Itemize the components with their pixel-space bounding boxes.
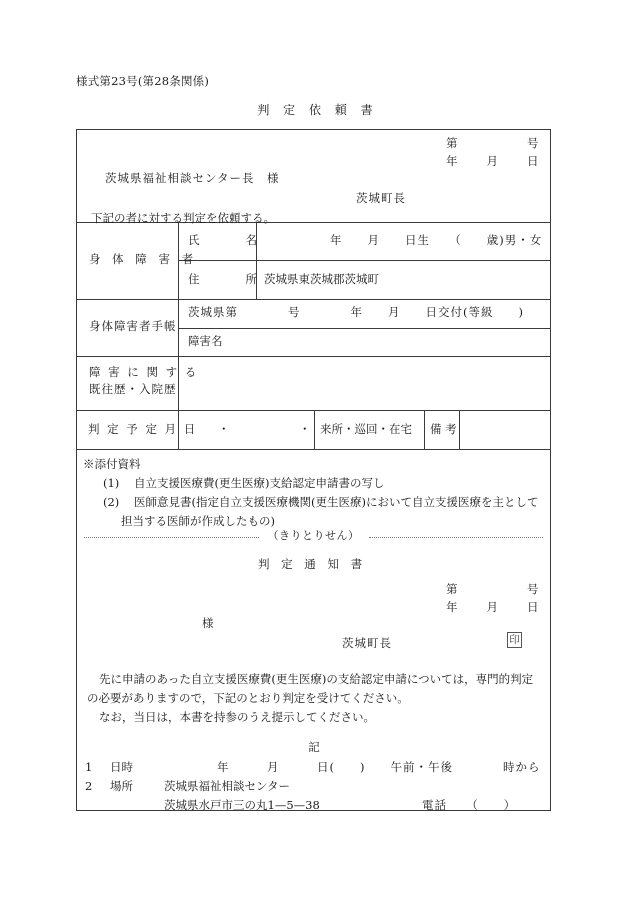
history-label-line2: 既往歴・入院歴 <box>89 382 177 396</box>
seal-stamp-box: 印 <box>507 632 522 648</box>
schedule-label: 判 定 予 定 月 日 <box>88 422 198 436</box>
cut-line-dash-right <box>369 537 544 538</box>
ki-mark <box>77 740 551 754</box>
notice-body-line2: の必要がありますので，下記のとおり判定を受けてください。 <box>87 691 409 705</box>
item2-label: 場所 <box>110 779 133 793</box>
request-date-label: 年 月 日 <box>446 154 541 168</box>
form-frame <box>76 129 551 811</box>
rule-row-handbook-mid <box>178 328 551 329</box>
cut-line-dash-left <box>84 537 259 538</box>
request-number-label: 第 号 <box>446 136 541 150</box>
request-statement: 下記の者に対する判定を依頼する。 <box>91 211 275 225</box>
notice-title: 判 定 通 知 書 <box>258 557 367 571</box>
item2-value: 茨城県福祉相談センター <box>164 779 291 793</box>
address-label: 住 所 <box>188 272 257 286</box>
address-value: 茨城県東茨城郡茨城町 <box>264 272 379 286</box>
form-number: 様式第23号(第28条関係) <box>76 74 210 88</box>
rule-col-remarks-right <box>459 410 460 449</box>
disability-name-label: 障害名 <box>188 334 223 348</box>
rule-row-person-bottom <box>76 299 551 300</box>
item1-value: 年 月 日( ) 午前・午後 時から <box>217 760 541 774</box>
item2-number: 2 <box>85 779 93 793</box>
attachment-item-1-text: 自立支援医療費(更生医療)支給認定申請書の写し <box>134 476 385 490</box>
history-label-line1: 障 害 に 関 す る <box>89 365 199 379</box>
schedule-value: ・ ・ <box>218 422 313 436</box>
name-value: 年 月 日生 （ 歳)男・女 <box>330 233 543 247</box>
notice-issuer: 茨城町長 <box>342 636 392 650</box>
document-title: 判 定 依 頼 書 <box>257 103 378 117</box>
notice-number-label: 第 号 <box>446 582 541 596</box>
request-issuer: 茨城町長 <box>356 191 406 205</box>
rule-row-schedule-bottom <box>76 449 551 450</box>
attachments-heading: ※添付資料 <box>83 457 141 471</box>
rule-row-handbook-bottom <box>76 356 551 357</box>
attachment-item-2-text: 医師意見書(指定自立支援医療機関(更生医療)において自立支援医療を主として <box>134 495 539 509</box>
attachment-item-2-no: (2) <box>103 495 120 509</box>
person-label: 身 体 障 害 者 <box>89 252 198 266</box>
attachment-item-1-no: (1) <box>103 476 120 490</box>
visit-type-options: 来所・巡回・在宅 <box>320 422 412 436</box>
rule-col-visit-left <box>314 410 315 449</box>
handbook-label: 身体障害者手帳 <box>89 319 177 333</box>
item2-phone: 電話 （ ） <box>422 798 517 812</box>
request-addressee: 茨城県福祉相談センター長 様 <box>105 171 280 185</box>
ki-mark-label: 記 <box>308 740 320 754</box>
notice-body-line3: なお，当日は，本書を持参のうえ提示してください。 <box>99 710 375 724</box>
attachment-item-2-cont: 担当する医師が作成したもの) <box>121 514 275 528</box>
item2-address: 茨城県水戸市三の丸1—5—38 <box>164 798 320 812</box>
item1-number: 1 <box>85 760 93 774</box>
item1-label: 日時 <box>110 760 133 774</box>
notice-date-label: 年 月 日 <box>446 600 541 614</box>
notice-recipient-honorific: 様 <box>202 616 214 630</box>
name-label: 氏 名 <box>188 233 257 247</box>
notice-body-line1: 先に申請のあった自立支援医療費(更生医療)の支給認定申請については，専門的判定 <box>99 672 534 686</box>
remarks-label: 備 考 <box>430 422 457 436</box>
rule-col-remarks-left <box>424 410 425 449</box>
cut-line-label: （きりとりせん） <box>267 529 360 542</box>
rule-row-name-bottom <box>178 260 551 261</box>
cut-line <box>84 527 543 543</box>
handbook-number: 茨城県第 号 年 月 日交付(等級 ) <box>188 305 524 319</box>
